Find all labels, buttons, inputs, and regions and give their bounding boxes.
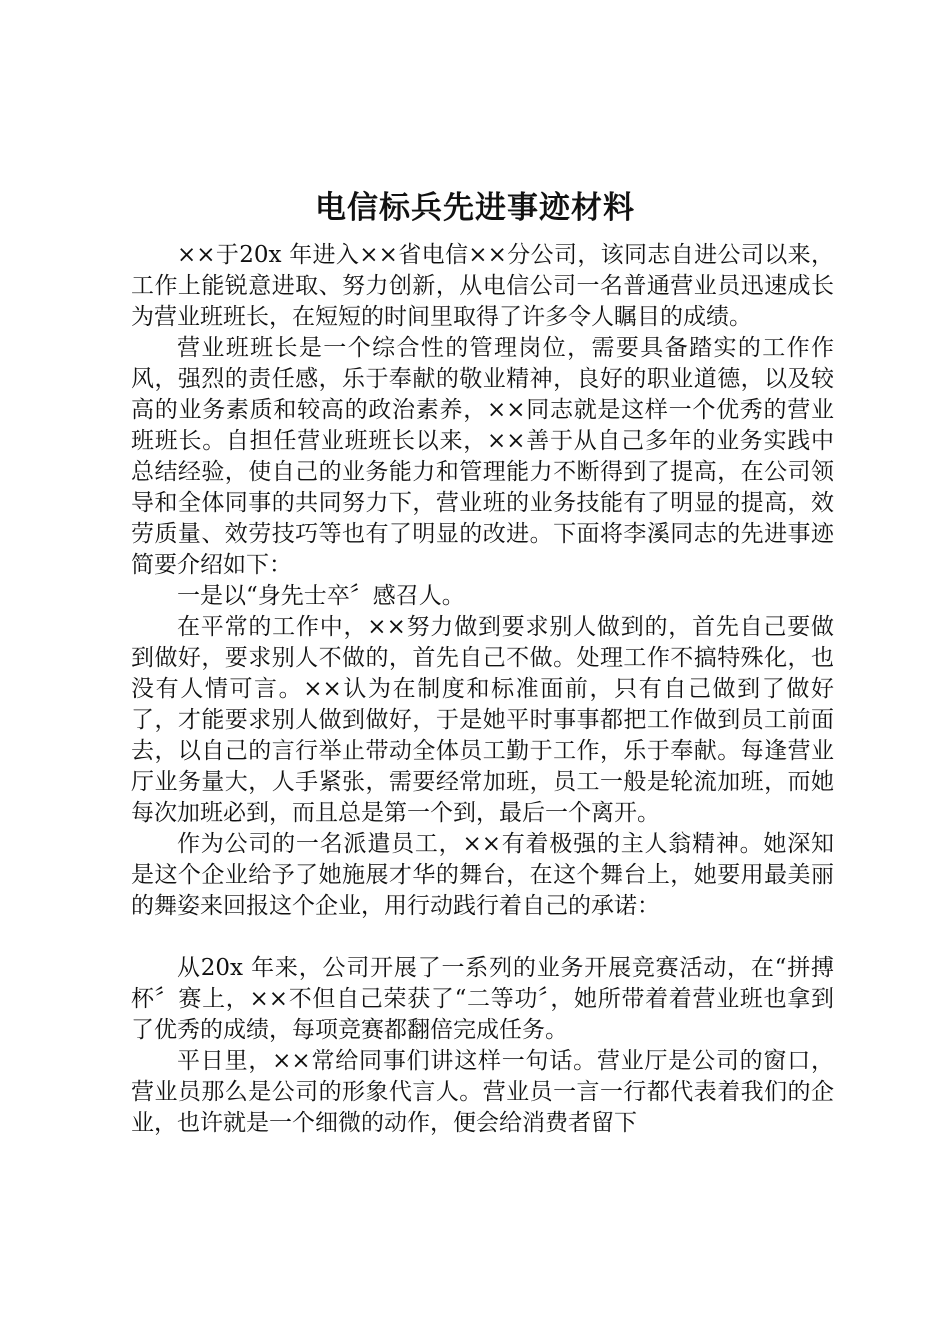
paragraph-ownership: 作为公司的一名派遣员工，××有着极强的主人翁精神。她深知是这个企业给予了她施展才华的舞台，在这个舞台上，她要用最美丽的舞姿来回报这个企业，用行动践行着自己的承诺： [131,831,834,919]
paragraph-intro: ××于20x 年进入××省电信××分公司，该同志自进公司以来，工作上能锐意进取、努力创新，从电信公司一名普通营业员迅速成长为营业班班长，在短短的时间里取得了许多令人瞩目的成绩。 [131,242,834,330]
document-body [131,240,834,1139]
paragraph-role: 营业班班长是一个综合性的管理岗位，需要具备踏实的工作作风，强烈的责任感，乐于奉献的敬业精神，良好的职业道德，以及较高的业务素质和较高的政治素养，××同志就是这样一个优秀的营业班班长。自担任营业班班长以来，××善于从自己多年的业务实践中总结经验，使自己的业务能力和管理能力不断得到了提高，在公司领导和全体同事的共同努力下，营业班的业务技能有了明显的提高，效劳质量、效劳技巧等也有了明显的改进。下面将李溪同志的先进事迹简要介绍如下： [131,335,834,578]
paragraph-heading-one: 一是以“身先士卒〞感召人。 [177,583,465,609]
paragraph-image: 平日里，××常给同事们讲这样一句话。营业厅是公司的窗口，营业员那么是公司的形象代言人。营业员一言一行都代表着我们的企业，也许就是一个细微的动作，便会给消费者留下 [131,1048,834,1136]
document-title: 电信标兵先进事迹材料 [315,190,635,226]
paragraph-competition: 从20x 年来，公司开展了一系列的业务开展竞赛活动，在“拼搏杯〞赛上，××不但自己荣获了“二等功〞，她所带着着营业班也拿到了优秀的成绩，每项竞赛都翻倍完成任务。 [131,955,834,1043]
paragraph-daily-work: 在平常的工作中，××努力做到要求别人做到的，首先自己要做到做好，要求别人不做的，首先自己不做。处理工作不搞特殊化，也没有人情可言。××认为在制度和标准面前，只有自己做到了做好了，才能要求别人做到做好，于是她平时事事都把工作做到员工前面去，以自己的言行举止带动全体员工勤于工作，乐于奉献。每逢营业厅业务量大，人手紧张，需要经常加班，员工一般是轮流加班，而她每次加班必到，而且总是第一个到，最后一个离开。 [131,614,834,826]
